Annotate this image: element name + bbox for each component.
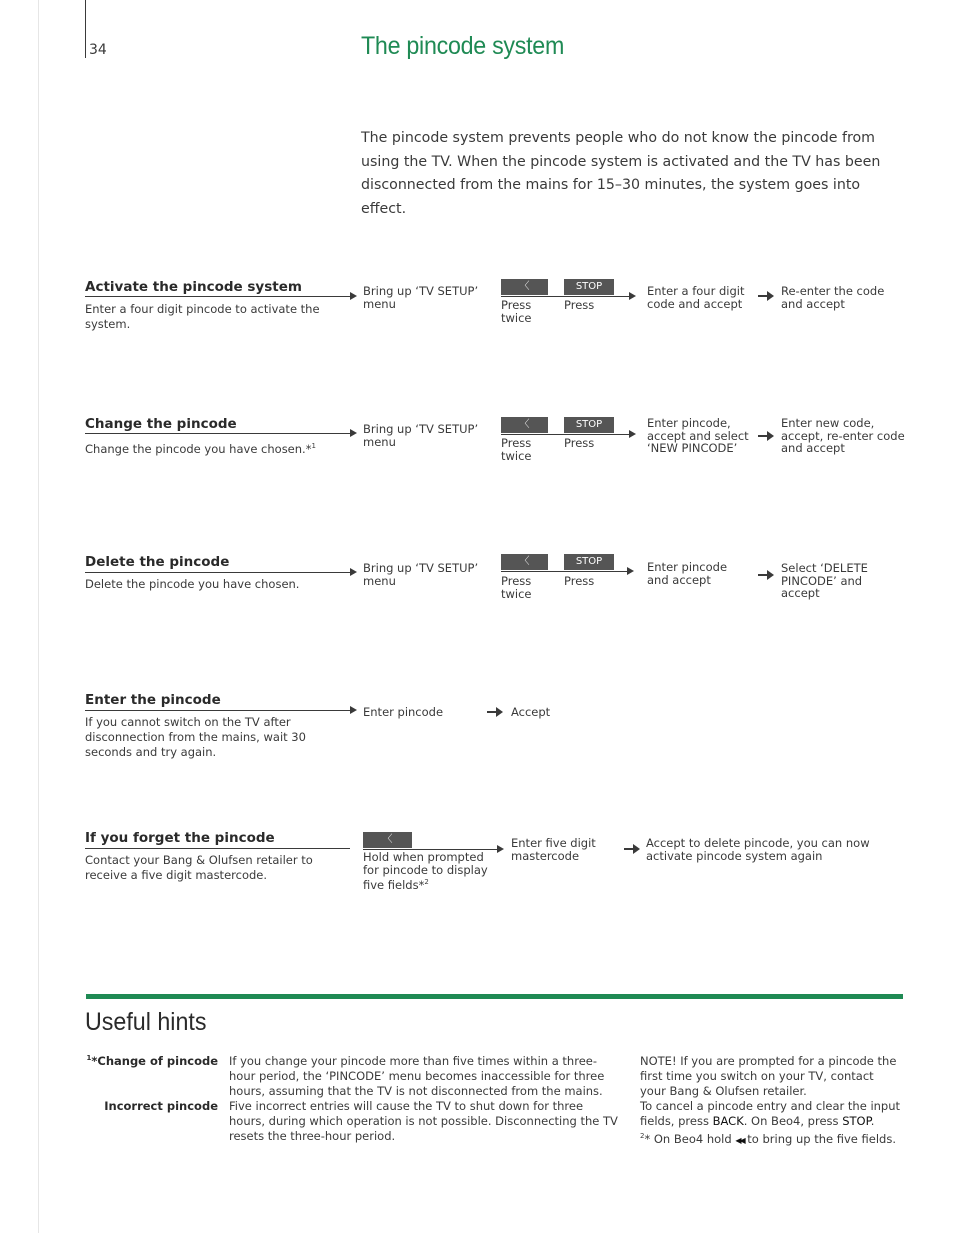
section-title: Enter the pincode: [85, 692, 221, 708]
hint-text-incorrect: Five incorrect entries will cause the TV to shut down for three hours, during which operation is not possible. Disconnecting the TV resets the three-hour period.: [229, 1099, 618, 1143]
page-title: The pincode system: [361, 32, 565, 60]
section-rule: [85, 710, 350, 711]
section-description: Enter a four digit pincode to activate the system.: [85, 302, 320, 331]
arrow-right-icon: [487, 707, 503, 717]
back-button-key: 〈: [363, 832, 412, 848]
section-title: Change the pincode: [85, 416, 237, 432]
stop-button-key: STOP: [564, 417, 614, 433]
section-rule: [85, 848, 350, 849]
press-text: Press: [564, 436, 595, 450]
arrow-right-icon: [497, 845, 504, 853]
step-text: Enter pincode and accept: [647, 560, 728, 587]
hints-title: Useful hints: [85, 1008, 207, 1036]
back-button-key: 〈: [501, 417, 548, 433]
section-rule: [85, 296, 350, 297]
step-text: Enter a four digit code and accept: [647, 284, 745, 311]
step-text: Accept: [511, 705, 551, 719]
arrow-right-icon: [758, 570, 774, 580]
section-rule: [85, 433, 350, 434]
step-text: Enter five digit mastercode: [511, 836, 596, 863]
section-title: If you forget the pincode: [85, 830, 275, 846]
press-twice-text: Press twice: [501, 436, 532, 463]
press-text: Press: [564, 298, 595, 312]
arrow-right-icon: [624, 844, 640, 854]
intro-paragraph: The pincode system prevents people who do not know the pincode from using the TV. When the pincode system is activated and the TV has been disconnected from the mains for 15–30 minutes, the system goes into effect.: [361, 130, 881, 217]
stop-button-key: STOP: [564, 279, 614, 295]
hint-label-incorrect: Incorrect pincode: [104, 1099, 218, 1113]
step-text: Re-enter the code and accept: [781, 284, 885, 311]
hint-text-change: If you change your pincode more than five times within a three-hour period, the ‘PINCODE’ menu becomes inaccessible for three hours, assuming that the TV is not disconnected from the mains.: [229, 1054, 605, 1098]
hint-note: NOTE! If you are prompted for a pincode the first time you switch on your TV, contact your Bang & Olufsen retailer.: [640, 1054, 897, 1098]
section-rule: [85, 572, 350, 573]
hint-cancel: To cancel a pincode entry and clear the input fields, press BACK. On Beo4, press STOP.: [640, 1099, 901, 1128]
arrow-right-icon: [758, 431, 774, 441]
hint-label-change: $^1$*Change of pincode: [86, 1054, 218, 1068]
press-twice-text: Press twice: [501, 574, 532, 601]
step-text: Enter pincode: [363, 705, 444, 719]
step-rule: [501, 434, 629, 435]
hints-green-rule: [86, 994, 903, 999]
arrow-right-icon: [350, 429, 357, 437]
step-text: Enter pincode, accept and select ‘NEW PINCODE’: [647, 416, 749, 455]
arrow-right-icon: [629, 430, 636, 438]
section-description: Contact your Bang & Olufsen retailer to receive a five digit mastercode.: [85, 853, 313, 882]
stop-button-key: STOP: [564, 554, 614, 570]
arrow-right-icon: [350, 706, 357, 714]
back-button-key: 〈: [501, 554, 548, 570]
section-description: Change the pincode you have chosen.*$^1$: [85, 441, 316, 456]
arrow-right-icon: [758, 291, 774, 301]
section-description: Delete the pincode you have chosen.: [85, 577, 300, 591]
arrow-right-icon: [627, 567, 634, 575]
step-rule: [501, 571, 627, 572]
page-number: 34: [89, 42, 107, 58]
press-text: Press: [564, 574, 595, 588]
step-text: Hold when prompted for pincode to display five fields*$^2$: [363, 850, 488, 892]
step-text: Enter new code, accept, re-enter code and accept: [781, 416, 905, 455]
section-title: Activate the pincode system: [85, 279, 302, 295]
arrow-right-icon: [350, 568, 357, 576]
step-rule: [501, 296, 629, 297]
step-text: Bring up ‘TV SETUP’ menu: [363, 561, 479, 588]
step-text: Select ‘DELETE PINCODE’ and accept: [781, 561, 868, 600]
section-description: If you cannot switch on the TV after disconnection from the mains, wait 30 seconds and try again.: [85, 715, 306, 759]
step-text: Bring up ‘TV SETUP’ menu: [363, 284, 479, 311]
page-margin-line: [38, 0, 39, 1233]
step-text: Accept to delete pincode, you can now activate pincode system again: [646, 836, 870, 863]
page-number-rule: [85, 0, 86, 58]
step-text: Bring up ‘TV SETUP’ menu: [363, 422, 479, 449]
section-title: Delete the pincode: [85, 554, 230, 570]
hint-footnote: $^2$* On Beo4 hold ◀◀ to bring up the five fields.: [640, 1131, 896, 1146]
back-button-key: 〈: [501, 279, 548, 295]
arrow-right-icon: [350, 292, 357, 300]
arrow-right-icon: [629, 292, 636, 300]
press-twice-text: Press twice: [501, 298, 532, 325]
rewind-icon: ◀◀: [735, 1135, 744, 1145]
